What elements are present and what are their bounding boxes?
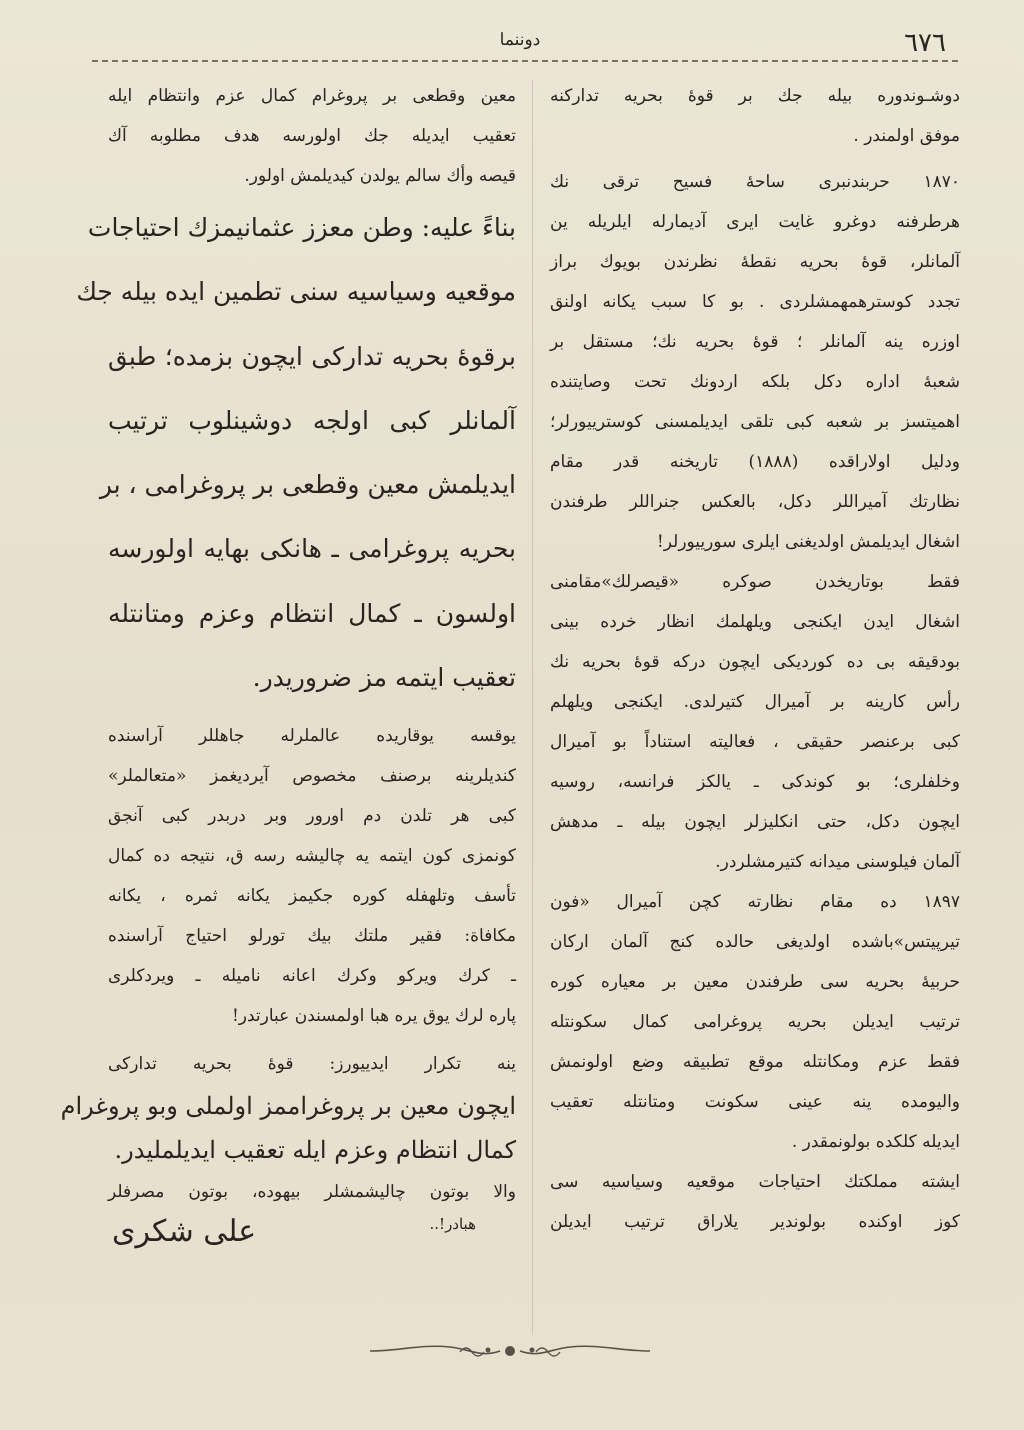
column-divider [532,80,533,1335]
text-line: واليومده ينه عينى سكونت ومتانتله تعقيب [550,1092,960,1112]
text-line: تيرپيتس»باشده اولديغى حالده كنج آلمان اركان [550,932,960,952]
text-line: برقوهٔ بحريه تداركى ايچون بزمده؛ طبق [108,341,516,371]
text-line: ايشته مملكتك احتياجات موقعيه وسياسيه سى [550,1172,960,1192]
text-line: دوشـوندوره بيله جك بر قوهٔ بحريه تداركنه [550,86,960,106]
closing-text: هبادر!.. [429,1215,476,1234]
text-line: كبى برعنصر حقيقى ، فعاليته استناداً بو آميرال [550,732,960,752]
header-rule [92,60,958,62]
text-line: وخلفلرى؛ بو كوندكى ـ يالكز فرانسه، روسيه [550,772,960,792]
right-column [550,76,960,1242]
text-line: هرطرفنه دوغرو غايت ايرى آديمارله ايلريله ين [550,212,960,232]
text-line: ١٨٩٧ ده مقام نظارته كچن آميرال «فون [550,892,960,912]
text-line: كمال انتظام وعزم ايله تعقيب ايديلمليدر. [114,1136,516,1165]
text-line: بودقيقه بى ده كورديكى ايچون دركه قوهٔ بحريه نك [550,652,960,672]
paragraph [550,162,960,562]
text-line: موفق اولمندر . [853,126,960,146]
text-line: كونمزى كون ايتمه يه چاليشه رسه ق، نتيجه ده كمال [108,846,516,867]
paragraph [108,1172,516,1252]
paragraph [550,1162,960,1242]
text-line: معين وقطعى بر پروغرام كمال عزم وانتظام ايله [108,86,516,106]
text-line: كنديلرينه برصنف مخصوص آيرديغمز «متعالملر» [108,766,516,787]
text-line: تعقيب ايتمه مز ضروريدر. [252,663,516,693]
paragraph-emphasis [60,1044,516,1172]
text-line: يوقسه يوقاريده عالملرله جاهللر آراسنده [108,726,516,747]
text-line: ايديله كلكده بولونمقدر . [791,1132,960,1152]
text-line: تعقيب ايديله جك اولورسه هدف مطلوبه آك [108,126,516,146]
paragraph [108,716,516,1036]
text-line: آلمان فيلوسنى ميدانه كتيرمشلردر. [715,852,960,872]
text-line: والا بوتون چاليشمشلر بيهوده، بوتون مصرفلر [108,1182,516,1203]
text-line: اوزره ينه آلمانلر ؛ قوهٔ بحريه نك؛ مستقل بر [550,332,960,352]
text-line: مكافاة: فقير ملتك بيك تورلو احتياج آراسنده [108,926,516,947]
text-line: قيصه وأك سالم يولدن كيديلمش اولور. [244,166,516,186]
text-line: كبى هر تلدن دم اورور وبر دربدر كبى آنجق [108,806,516,827]
paragraph [108,76,516,196]
text-line: ترتيب ايديلن بحريه پروغرامى كمال سكونتله [550,1012,960,1032]
text-line: رأس كارينه بر آميرال كتيرلدى. ايكنجى ويلهلم [550,692,960,712]
paragraph [550,562,960,882]
text-line: كوز اوكنده بولوندير يلاراق ترتيب ايديلن [550,1212,960,1232]
text-line: آلمانلر كبى اولجه دوشينلوب ترتيب [108,405,516,435]
text-line: فقط بوتاريخدن صوكره «قيصرلك»مقامنى [550,572,960,592]
text-line: اولسون ـ كمال انتظام وعزم ومتانتله [108,598,516,628]
text-line: نظارتك آميراللر دكل، بالعكس جنراللر طرفندن [550,492,960,512]
text-line: شعبهٔ اداره دكل بلكه اردونك تحت وصايتنده [550,372,960,392]
author-signature: على شكرى [112,1214,257,1250]
text-line: اهميتسز بر شعبه كبى تلقى ايديلمسنى كوسترييورلر؛ [550,412,960,432]
text-line: تجدد كوسترهمهمشلردى . بو كا سبب يكانه اولنق [550,292,960,312]
page-number: ٦٧٦ [904,28,946,58]
text-line: ١٨٧٠ حربندنبرى ساحهٔ فسيح ترقى نك [550,172,960,192]
running-title: دوننما [499,30,541,50]
paragraph [550,882,960,1162]
text-line: بحريه پروغرامى ـ هانكى بهايه اولورسه [108,534,516,564]
paragraph-large [76,196,516,710]
text-line: آلمانلر، قوهٔ بحريه نقطهٔ نظرندن بويوك براز [550,252,960,272]
text-line: تأسف وتلهفله كوره جكيمز يكانه ثمره ، يكانه [108,886,516,907]
text-line: حربيهٔ بحريه سى طرفندن معين بر معياره كوره [550,972,960,992]
left-column [60,76,516,1252]
text-line: ودليل اولاراقده (١٨٨٨) تاريخنه قدر مقام [550,452,960,472]
text-line: فقط عزم ومكانتله موقع تطبيقه وضع اولونمش [550,1052,960,1072]
text-line: اشغال ايديلمش اولديغنى ايلرى سورييورلر! [656,532,960,552]
text-line: پاره لرك يوق يره هبا اولمسندن عبارتدر! [231,1006,516,1027]
text-line: ينه تكرار ايدييورز: قوهٔ بحريه تداركى [108,1054,516,1075]
text-line: اشغال ايدن ايكنجى ويلهلمك انظار خرده بينى [550,612,960,632]
closing-row [108,1212,516,1252]
text-line: ايچون معين بر پروغراممز اولملى وبو پروغرام [60,1092,516,1121]
text-line: موقعيه وسياسيه سنى تطمين ايده بيله جك [76,277,516,307]
text-line: بناءً عليه: وطن معزز عثمانيمزك احتياجات [87,213,516,242]
text-line: ـ كرك ويركو وكرك اعانه ناميله ـ ويردكلرى [108,966,516,987]
text-line: ايديلمش معين وقطعى بر پروغرامى ، بر [99,470,516,500]
paragraph [550,76,960,156]
text-line: ايچون دكل، حتى انكليزلر ايچون بيله ـ مدهش [550,812,960,832]
end-ornament [360,1338,660,1364]
